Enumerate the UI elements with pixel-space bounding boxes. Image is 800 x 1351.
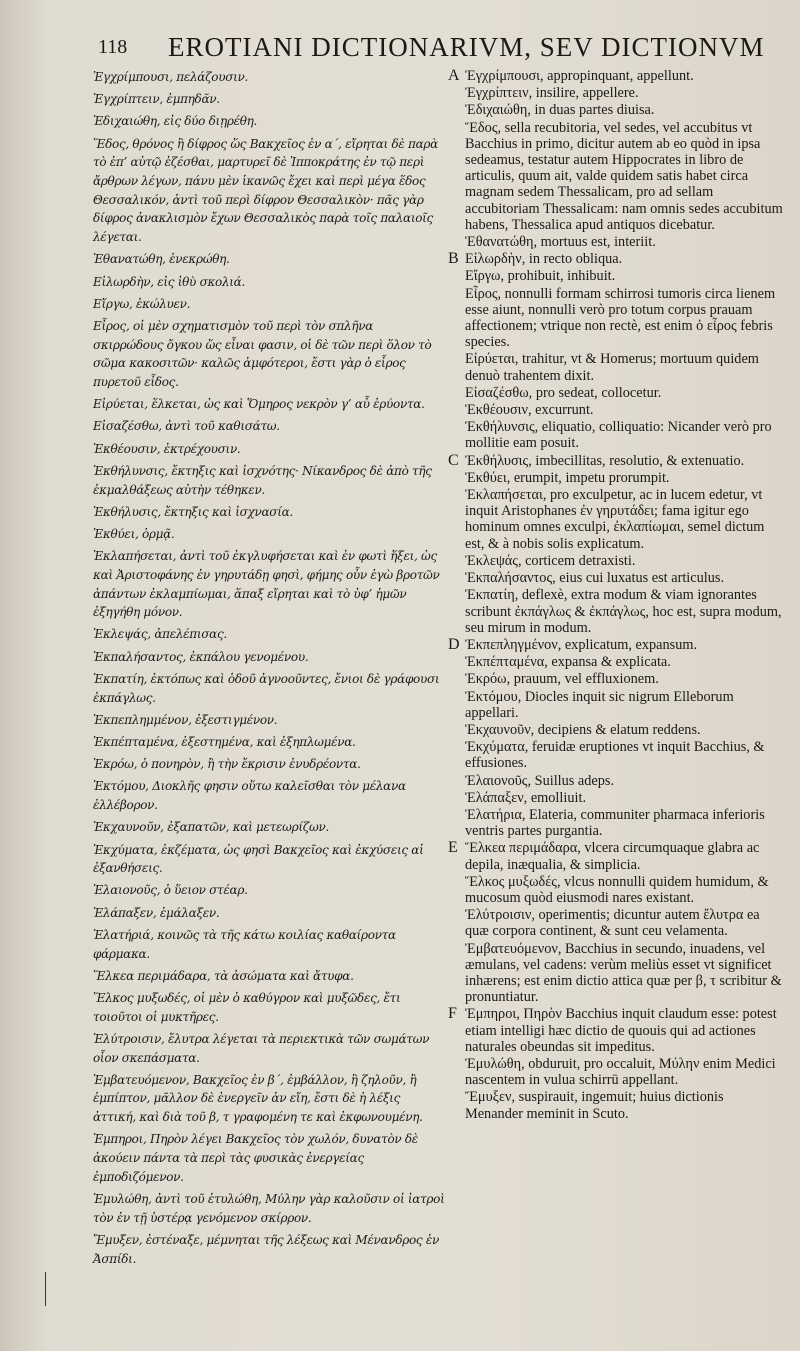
greek-entry: Εἴργω, ἐκώλυεν. bbox=[93, 296, 191, 311]
latin-gloss: , appropinquant, appellunt. bbox=[540, 68, 694, 84]
latin-gloss: , obduruit, pro occaluit, Μύλην enim Medici nascentem in vulua schirrū appellant. bbox=[465, 1055, 776, 1089]
headword: Εἶρος bbox=[465, 285, 498, 302]
latin-entry bbox=[465, 587, 783, 636]
section-marker: E bbox=[448, 839, 458, 857]
greek-entry: Εἰρύεται, ἕλκεται, ὡς καὶ Ὅμηρος νεκρὸν γ’ αὖ ἐρύοντα. bbox=[93, 397, 425, 412]
headword: Ἐγχρίπτειν bbox=[465, 85, 529, 102]
greek-entry: Ἕλκος μυξωδές, οἱ μὲν ὁ καθύγρον καὶ μυξῶδες, ἔτι τοιοῦτοι οἱ μυκτῆρες. bbox=[93, 990, 401, 1024]
headword: Ἐκχαυνοῦν bbox=[465, 721, 531, 738]
headword: Ἐθανατώθη bbox=[465, 234, 534, 251]
headword: Ἐκθέουσιν bbox=[465, 402, 528, 419]
headword: Ἐκθύει bbox=[465, 469, 507, 486]
greek-entry: Ἐμπηροι, Πηρὸν λέγει Βακχεῖος τὸν χωλόν, δυνατὸν δὲ ἀκούειν πάντα τὰ περὶ τὰς φυσικὰς ἐνεργείας ἐμποδιζόμενον. bbox=[93, 1132, 418, 1184]
latin-gloss: , emolliuit. bbox=[523, 789, 587, 806]
greek-entry: Ἐκλαπήσεται, ἀντὶ τοῦ ἐκγλυφήσεται καὶ ἐν φωτὶ ἥξει, ὡς καὶ Ἀριστοφάνης ἐν γηρυτάδῃ φησὶ, φήμης οὖν ἐγὼ βροτῶν ἁπάντων ἐκλαμπίωμαι, ἅπαξ εἴρηται καὶ τὸ ὑφ’ ἡμῶν ἐξηγήθη μόνον. bbox=[93, 549, 440, 620]
headword: Ἔμυξεν bbox=[465, 1089, 512, 1106]
greek-entry: Ἐκχύματα, ἐκζέματα, ὡς φησὶ Βακχεῖος καὶ ἐκχύσεις αἱ ἐξανθήσεις. bbox=[93, 842, 424, 876]
headword: Ἐλάπαξεν bbox=[465, 789, 524, 806]
latin-gloss: , Diocles inquit sic nigrum Elleborum appellari. bbox=[465, 688, 734, 721]
greek-entry: Εἰσαζέσθω, ἀντὶ τοῦ καθισάτω. bbox=[93, 419, 280, 434]
page-header bbox=[0, 28, 800, 68]
latin-gloss: , Elateria, communiter pharmaca inferioris ventris partes purgantia. bbox=[465, 806, 765, 840]
headword: Ἐκτόμου bbox=[465, 688, 518, 705]
latin-entry bbox=[465, 722, 783, 738]
headword: Ἐδιχαιώθη bbox=[465, 102, 528, 119]
greek-entry: Ἐμβατευόμενον, Βακχεῖος ἐν β΄, ἐμβάλλον, ἢ ζηλοῦν, ἢ ἐμπίπτον, μᾶλλον δὲ ἐνεργεῖν ἀν εἴη, ἔστι δὲ ἡ λέξις ἀττική, καὶ διὰ τοῦ β, τ γραφομένη τε καὶ ἐκφωνουμένη. bbox=[93, 1072, 423, 1125]
latin-gloss: , eius cui luxatus est articulus. bbox=[552, 570, 725, 587]
greek-entry: Ἐγχρίπτειν, ἐμπηδᾶν. bbox=[93, 92, 220, 107]
greek-entry: Ἔμυξεν, ἐστέναξε, μέμνηται τῆς λέξεως καὶ Μένανδρος ἐν Ἀσπίδι. bbox=[93, 1232, 439, 1266]
latin-entry bbox=[465, 654, 783, 670]
headword: Ἐκπεπληγμένον bbox=[465, 636, 558, 653]
latin-entry bbox=[465, 419, 783, 451]
latin-entry bbox=[465, 487, 783, 552]
latin-entry bbox=[448, 451, 783, 469]
greek-entry: Ἐκλεψάς, ἀπελέπισας. bbox=[93, 627, 227, 642]
headword: Ἐκθήλυσις bbox=[465, 452, 529, 469]
latin-entry bbox=[465, 470, 783, 486]
headword: Ἐμπηροι bbox=[465, 1006, 517, 1023]
greek-entry: Ἐδιχαιώθη, εἰς δύο διῃρέθη. bbox=[93, 114, 258, 129]
headword: Ἐλύτροισιν bbox=[465, 907, 532, 924]
latin-gloss: , Πηρὸν Bacchius inquit claudum esse: potest etiam intelligi hæc dictio de quouis qui ad actiones naturales obeundas sit impeditus. bbox=[465, 1006, 777, 1055]
headword: Ἐγχρίμπουσι bbox=[465, 68, 541, 84]
greek-entry: Εἰλωρδὴν, εἰς ἰθὺ σκολιά. bbox=[93, 274, 245, 289]
latin-gloss: , Bacchius in secundo, inuadens, vel æmulans, vel cadens: verùm meliùs esset vt significet inhærens; est enim dictio attica quæ per β, τ scribitur & pronuntiatur. bbox=[465, 940, 782, 1006]
latin-entry bbox=[465, 234, 783, 250]
latin-entry bbox=[465, 385, 783, 401]
headword: Ἐμβατευόμενον bbox=[465, 940, 558, 957]
section-marker: C bbox=[448, 451, 459, 469]
latin-gloss: , in recto obliqua. bbox=[521, 251, 623, 268]
latin-gloss: , Suillus adeps. bbox=[527, 772, 615, 789]
headword: Ἐκλαπήσεται bbox=[465, 487, 543, 504]
latin-entry bbox=[465, 120, 783, 233]
greek-entry: Ἐλάπαξεν, ἐμάλαξεν. bbox=[93, 905, 220, 920]
latin-entry bbox=[465, 553, 783, 569]
latin-gloss: , suspirauit, ingemuit; huius dictionis Menander meminit in Scuto. bbox=[465, 1089, 724, 1122]
latin-gloss: , pro exculpetur, ac in lucem edetur, vt inquit Aristophanes ἐν γηρυτάδει; fama igitur ego hominum omnes exculpi, ἐκλαπίωμαι, semel dictum est, & à nobis solis explicatum. bbox=[465, 487, 765, 552]
latin-gloss: , vlcus nonnulli quidem humidum, & mucosum quòd eiusmodi nares existant. bbox=[465, 873, 769, 906]
latin-gloss: , decipiens & elatum reddens. bbox=[530, 721, 701, 738]
latin-entry bbox=[465, 807, 783, 839]
latin-entry bbox=[465, 671, 783, 687]
latin-entry bbox=[465, 739, 783, 771]
greek-entry: Ἐθανατώθη, ἐνεκρώθη. bbox=[93, 252, 230, 267]
latin-entry bbox=[448, 250, 783, 268]
latin-entry bbox=[465, 268, 783, 284]
latin-gloss: , deflexè, extra modum & viam ignorantes scribunt ἐκπάγλως & ἐκπάγλως, hoc est, supra modum, seu mirum in modum. bbox=[465, 587, 782, 636]
latin-entry bbox=[448, 67, 783, 84]
headword: Εἴργω bbox=[465, 268, 501, 285]
headword: Εἰρύεται bbox=[465, 351, 515, 368]
latin-entry bbox=[465, 874, 783, 906]
greek-entry: Ἐκτόμου, Διοκλῆς φησιν οὕτω καλεῖσθαι τὸν μέλανα ἐλλέβορον. bbox=[93, 779, 406, 813]
latin-entry bbox=[448, 1005, 783, 1055]
headword: Ἐκλεψάς bbox=[465, 552, 518, 569]
section-marker: D bbox=[448, 635, 460, 653]
latin-entry bbox=[465, 351, 783, 383]
latin-entry bbox=[465, 790, 783, 806]
headword: Ἐλατήρια bbox=[465, 806, 522, 823]
latin-gloss: , excurrunt. bbox=[528, 402, 594, 419]
latin-gloss: , vlcera circumquaque glabra ac depila, inæqualia, & simplicia. bbox=[465, 840, 760, 873]
latin-gloss: , explicatum, expansum. bbox=[557, 636, 698, 653]
running-title: EROTIANI DICTIONARIVM, SEV DICTIONVM bbox=[168, 32, 765, 62]
greek-entry: Ἐγχρίμπουσι, πελάζουσιν. bbox=[93, 70, 249, 84]
latin-entry bbox=[465, 1056, 783, 1088]
latin-gloss: , insilire, appellere. bbox=[528, 85, 639, 102]
latin-entry bbox=[465, 570, 783, 586]
latin-entry bbox=[465, 286, 783, 351]
headword: Ἐμυλώθη bbox=[465, 1055, 522, 1072]
greek-entry: Ἐκρόω, ὁ πονηρὸν, ἢ τὴν ἔκρισιν ἐνυδρέοντα. bbox=[93, 757, 361, 772]
greek-entry: Εἶρος, οἱ μὲν σχηματισμὸν τοῦ περὶ τὸν σπλῆνα σκιρρώδους ὄγκου ὥς εἶναι φασιν, οἱ δὲ τῶν περὶ ὅλον τὸ σῶμα κακοσιτῶν· καλῶς ἀμφότεροι, ἔστι γὰρ ὁ εἶρος πυρετοῦ εἶδος. bbox=[93, 318, 432, 390]
latin-gloss: , prohibuit, inhibuit. bbox=[500, 268, 616, 285]
latin-entry bbox=[448, 839, 783, 873]
latin-entry bbox=[465, 402, 783, 418]
greek-column bbox=[93, 68, 445, 1272]
section-marker: B bbox=[448, 250, 459, 268]
latin-gloss: , trahitur, vt & Homerus; mortuum quidem denuò trahentem dixit. bbox=[465, 351, 759, 384]
latin-gloss: , nonnulli formam schirrosi tumoris circa lienem esse aiunt, nonnulli verò pro totum corpus prauam affectionem; vtrique non rectè, est enim ὁ εἶρος febris species. bbox=[465, 285, 776, 351]
headword: Ἕλκεα περιμάδαρα bbox=[465, 840, 578, 857]
latin-gloss: , operimentis; dicuntur autem ἔλυτρα ea quæ corpora continent, & sunt ceu velamenta. bbox=[465, 907, 760, 940]
headword: Ἐκχύματα bbox=[465, 739, 525, 756]
latin-gloss: , pro sedeat, collocetur. bbox=[528, 384, 662, 401]
greek-entry: Ἐκθήλυσις, ἔκτηξις καὶ ἰσχνασία. bbox=[93, 504, 293, 519]
latin-gloss: , eliquatio, colliquatio: Nicander verò pro mollitie eam posuit. bbox=[465, 419, 772, 452]
latin-entry bbox=[465, 941, 783, 1006]
headword: Εἰλωρδὴν bbox=[465, 251, 522, 268]
greek-entry: Ἐκπεπλημμένον, ἐξεστιγμένον. bbox=[93, 712, 278, 727]
latin-entry bbox=[465, 102, 783, 118]
greek-entry: Ἐλατήριά, κοινῶς τὰ τῆς κάτω κοιλίας καθαίροντα φάρμακα. bbox=[93, 927, 396, 961]
greek-entry: Ἐκθύει, ὁρμᾷ. bbox=[93, 526, 175, 541]
latin-entry bbox=[465, 773, 783, 789]
headword: Ἐκπαλήσαντος bbox=[465, 570, 553, 587]
headword: Ἕδος bbox=[465, 119, 498, 136]
headword: Ἐκρόω bbox=[465, 671, 507, 688]
latin-gloss: , corticem detraxisti. bbox=[517, 552, 636, 569]
headword: Ἕλκος μυξωδές bbox=[465, 873, 557, 890]
latin-gloss: , expansa & explicata. bbox=[544, 654, 671, 671]
headword: Ἐκπατίη bbox=[465, 587, 515, 604]
latin-gloss: , imbecillitas, resolutio, & extenuatio. bbox=[528, 452, 745, 469]
margin-mark bbox=[45, 1272, 46, 1306]
greek-entry: Ἕλκεα περιμάδαρα, τὰ ἀσώματα καὶ ἄτυφα. bbox=[93, 968, 354, 983]
latin-gloss: , feruidæ eruptiones vt inquit Bacchius, & effusiones. bbox=[465, 739, 765, 772]
greek-entry: Ἐλαιονοῦς, ὁ ὕειον στέαρ. bbox=[93, 883, 248, 898]
latin-gloss: , erumpit, impetu prorumpit. bbox=[506, 469, 670, 486]
latin-entry bbox=[448, 635, 783, 653]
section-marker: F bbox=[448, 1005, 457, 1023]
headword: Ἐλαιονοῦς bbox=[465, 772, 528, 789]
latin-entry bbox=[465, 907, 783, 939]
greek-entry: Ἐκθέουσιν, ἐκτρέχουσιν. bbox=[93, 441, 241, 456]
page-number: 118 bbox=[98, 36, 128, 58]
greek-entry: Ἐκπέπταμένα, ἐξεστημένα, καὶ ἐξηπλωμένα. bbox=[93, 735, 356, 749]
latin-entry bbox=[465, 1089, 783, 1121]
greek-entry: Ἐκπατίη, ἐκτόπως καὶ ὁδοῦ ἀγνοοῦντες, ἔνιοι δὲ γράφουσι ἐκπάγλως. bbox=[93, 671, 440, 705]
headword: Ἐκπέπταμένα bbox=[465, 654, 545, 671]
latin-gloss: , in duas partes diuisa. bbox=[527, 102, 655, 119]
headword: Εἰσαζέσθω bbox=[465, 384, 529, 401]
greek-entry: Ἐλύτροισιν, ἔλυτρα λέγεται τὰ περιεκτικὰ τῶν σωμάτων οἷον σκεπάσματα. bbox=[93, 1031, 430, 1065]
greek-entry: Ἐκθήλυνσις, ἔκτηξις καὶ ἰσχνότης· Νίκανδρος δὲ ἀπὸ τῆς ἐκμαλθάξεως αὐτὴν τέθηκεν. bbox=[93, 463, 432, 497]
greek-entry: Ἐμυλώθη, ἀντὶ τοῦ ἐτυλώθη, Μύλην γὰρ καλοῦσιν οἱ ἰατροὶ τὸν ἐν τῇ ὑστέρᾳ γενόμενον σκίρρον. bbox=[93, 1191, 445, 1225]
headword: Ἐκθήλυνσις bbox=[465, 419, 535, 436]
latin-gloss: , sella recubitoria, vel sedes, vel accubitus vt Bacchius in primo, dicitur autem ab eo quòd in ipsa sedeamus, testatur autem Hippocrates in libro de articulis, quum ait, valde quidem satis habet circa magnam sedem Thessalicam, pro ad sellam accubitoriam Thessalicam: nam omnis sedes accubitum habens, Thessalica apud antiquos dicebatur. bbox=[465, 119, 783, 233]
greek-entry: Ἐκχαυνοῦν, ἐξαπατῶν, καὶ μετεωρίζων. bbox=[93, 820, 329, 835]
section-marker: A bbox=[448, 67, 460, 84]
latin-entry bbox=[465, 85, 783, 101]
latin-gloss: , prauum, vel effluxionem. bbox=[506, 671, 659, 688]
greek-entry: Ἕδος, θρόνος ἢ δίφρος ὥς Βακχεῖος ἐν α΄, εἴρηται δὲ παρὰ τὸ ἐπ’ αὐτῷ ἐζέσθαι, μαρτυρεῖ δὲ Ἱπποκράτης ἐν τῷ περὶ ἄρθρων λέγων, πάνυ μὲν ἱκανῶς ἔχει καὶ περὶ μέγα ἕδος Θεσσαλικόν, ἀντὶ τοῦ περὶ δίφρον Θεσσαλικὸν· πᾶς γὰρ δίφρος ἀνακλισμὸν ἔχων Θεσσαλικὸς παρὰ τοῖς παλαιοῖς λέγεται. bbox=[93, 136, 438, 245]
latin-gloss: , mortuus est, interiit. bbox=[533, 234, 656, 251]
greek-entry: Ἐκπαλήσαντος, ἐκπάλου γενομένου. bbox=[93, 649, 309, 664]
latin-entry bbox=[465, 689, 783, 721]
latin-column bbox=[448, 67, 783, 1123]
